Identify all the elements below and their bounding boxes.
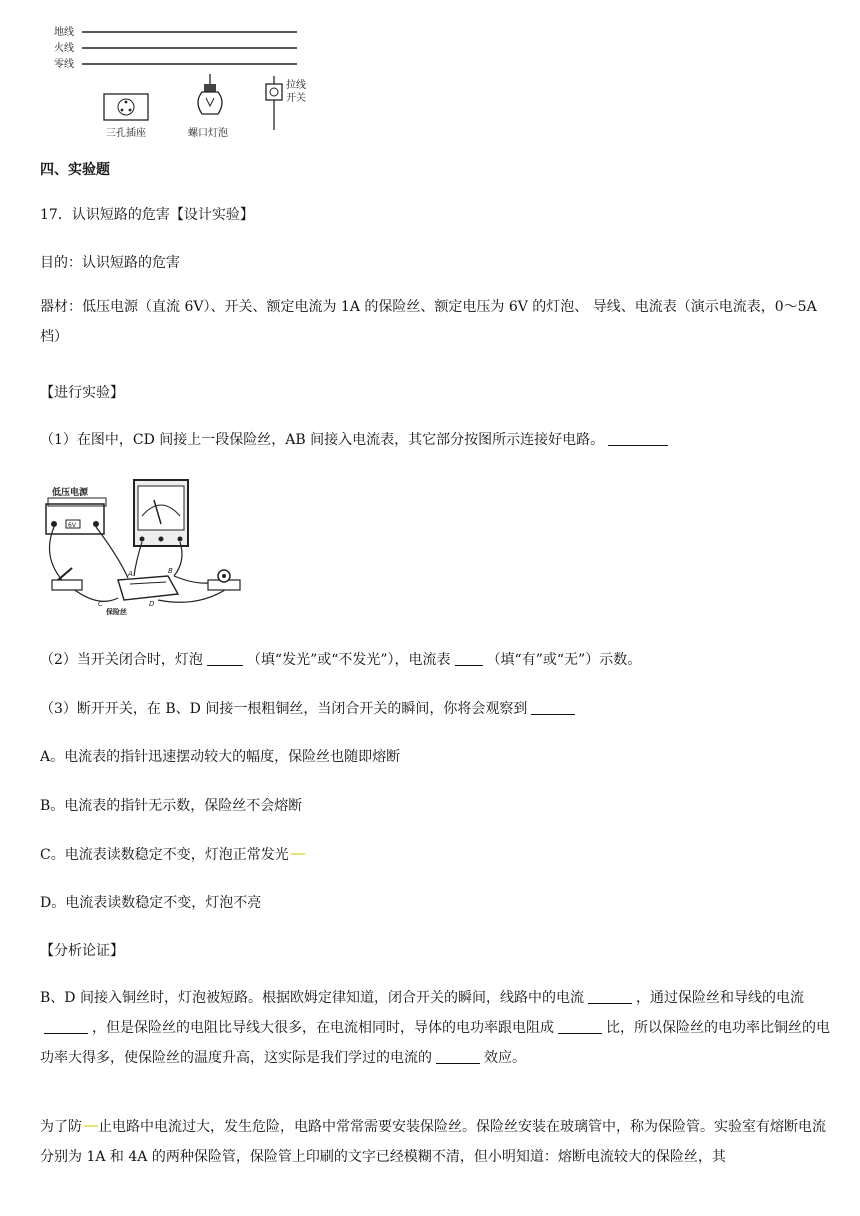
pull-switch-icon — [266, 76, 282, 130]
step-1-text: （1）在图中，CD 间接上一段保险丝，AB 间接入电流表，其它部分按图所示连接好电路。 — [40, 432, 605, 448]
analysis-heading: 【分析论证】 — [40, 943, 124, 959]
ground-line-label: 地线 — [54, 27, 74, 38]
answer-blank-8[interactable] — [436, 1049, 480, 1064]
socket-label: 三孔插座 — [106, 128, 146, 139]
step-1 — [40, 430, 672, 450]
option-c — [40, 845, 305, 865]
power-supply-label: 低压电源 — [52, 488, 89, 498]
answer-blank-7[interactable] — [558, 1019, 602, 1034]
bulb-holder-icon — [208, 570, 240, 590]
analysis-text-5: 效应。 — [484, 1050, 526, 1066]
option-d: D。电流表读数稳定不变，灯泡不亮 — [40, 895, 262, 911]
circuit-figure — [38, 476, 250, 616]
screw-bulb-icon — [198, 74, 222, 114]
step-2-text-3: （填“有”或“无”）示数。 — [486, 652, 642, 668]
answer-blank-5[interactable] — [588, 989, 632, 1004]
neutral-line-label: 零线 — [54, 59, 74, 70]
switch-label-1: 拉线 — [286, 80, 306, 91]
answer-blank-1[interactable] — [608, 431, 668, 446]
step-2-text-2: （填“发光”或“不发光”），电流表 — [246, 652, 451, 668]
answer-blank-3[interactable] — [455, 651, 483, 666]
experiment-heading: 【进行实验】 — [40, 385, 124, 401]
analysis-text-2: ，通过保险丝和导线的电流 — [635, 990, 804, 1006]
analysis-paragraph — [40, 983, 830, 1073]
step-3-text: （3）断开开关，在 B、D 间接一根粗铜丝，当闭合开关的瞬间，你将会观察到 — [40, 701, 528, 717]
point-b-label: B — [168, 567, 173, 575]
fuse-board-icon — [118, 576, 178, 600]
fuse-label: 保险丝 — [106, 608, 127, 616]
final-text-1: 为了防 — [40, 1119, 82, 1135]
answer-blank-2[interactable] — [207, 651, 243, 666]
live-line-label: 火线 — [54, 43, 74, 54]
answer-blank-4[interactable] — [531, 700, 575, 715]
switch-label-2: 开关 — [286, 93, 306, 104]
option-c-text: C。电流表读数稳定不变，灯泡正常发光 — [40, 847, 289, 863]
option-b: B。电流表的指针无示数，保险丝不会熔断 — [40, 798, 303, 814]
final-text-2: 止电路中电流过大，发生危险，电路中常常需要安装保险丝。保险丝安装在玻璃管中，称为保险管。实验室有熔断电流分别为 1A 和 4A 的两种保险管，保险管上印刷的文字已经模糊不清，但小明知道：熔断电流较大的保险丝，其 — [40, 1119, 826, 1165]
step-2 — [40, 650, 641, 670]
option-a: A。电流表的指针迅速摆动较大的幅度，保险丝也随即熔断 — [40, 749, 401, 765]
voltage-label: 6V — [68, 522, 76, 529]
section-heading: 四、实验题 — [40, 162, 110, 178]
bulb-label: 螺口灯泡 — [188, 128, 228, 139]
step-3 — [40, 699, 579, 719]
question-title: 17．认识短路的危害【设计实验】 — [40, 207, 254, 223]
answer-blank-6[interactable] — [44, 1019, 88, 1034]
highlight-mark — [291, 853, 305, 855]
analysis-text-4: 比，所以保险丝的电功率比铜丝的电功率大得多，使保险丝的温度升高，这实际是我们学过的电流的 — [40, 1020, 830, 1066]
highlight-mark-2 — [84, 1125, 98, 1127]
purpose-line: 目的：认识短路的危害 — [40, 255, 180, 271]
point-c-label: C — [98, 600, 103, 608]
analysis-text-3: ，但是保险丝的电阻比导线大很多，在电流相同时，导体的电功率跟电阻成 — [92, 1020, 554, 1036]
wiring-figure — [52, 22, 322, 144]
equipment-line: 器材：低压电源（直流 6V）、开关、额定电流为 1A 的保险丝、额定电压为 6V 的灯泡、 导线、电流表（演示电流表，0～5A 档） — [40, 299, 817, 345]
ammeter-icon — [134, 480, 188, 546]
step-2-text-1: （2）当开关闭合时，灯泡 — [40, 652, 203, 668]
three-pin-socket-icon — [104, 94, 148, 120]
final-paragraph — [40, 1112, 830, 1172]
point-d-label: D — [149, 600, 155, 608]
point-a-label: A — [128, 570, 133, 578]
analysis-text-1: B、D 间接入铜丝时，灯泡被短路。根据欧姆定律知道，闭合开关的瞬间，线路中的电流 — [40, 990, 584, 1006]
